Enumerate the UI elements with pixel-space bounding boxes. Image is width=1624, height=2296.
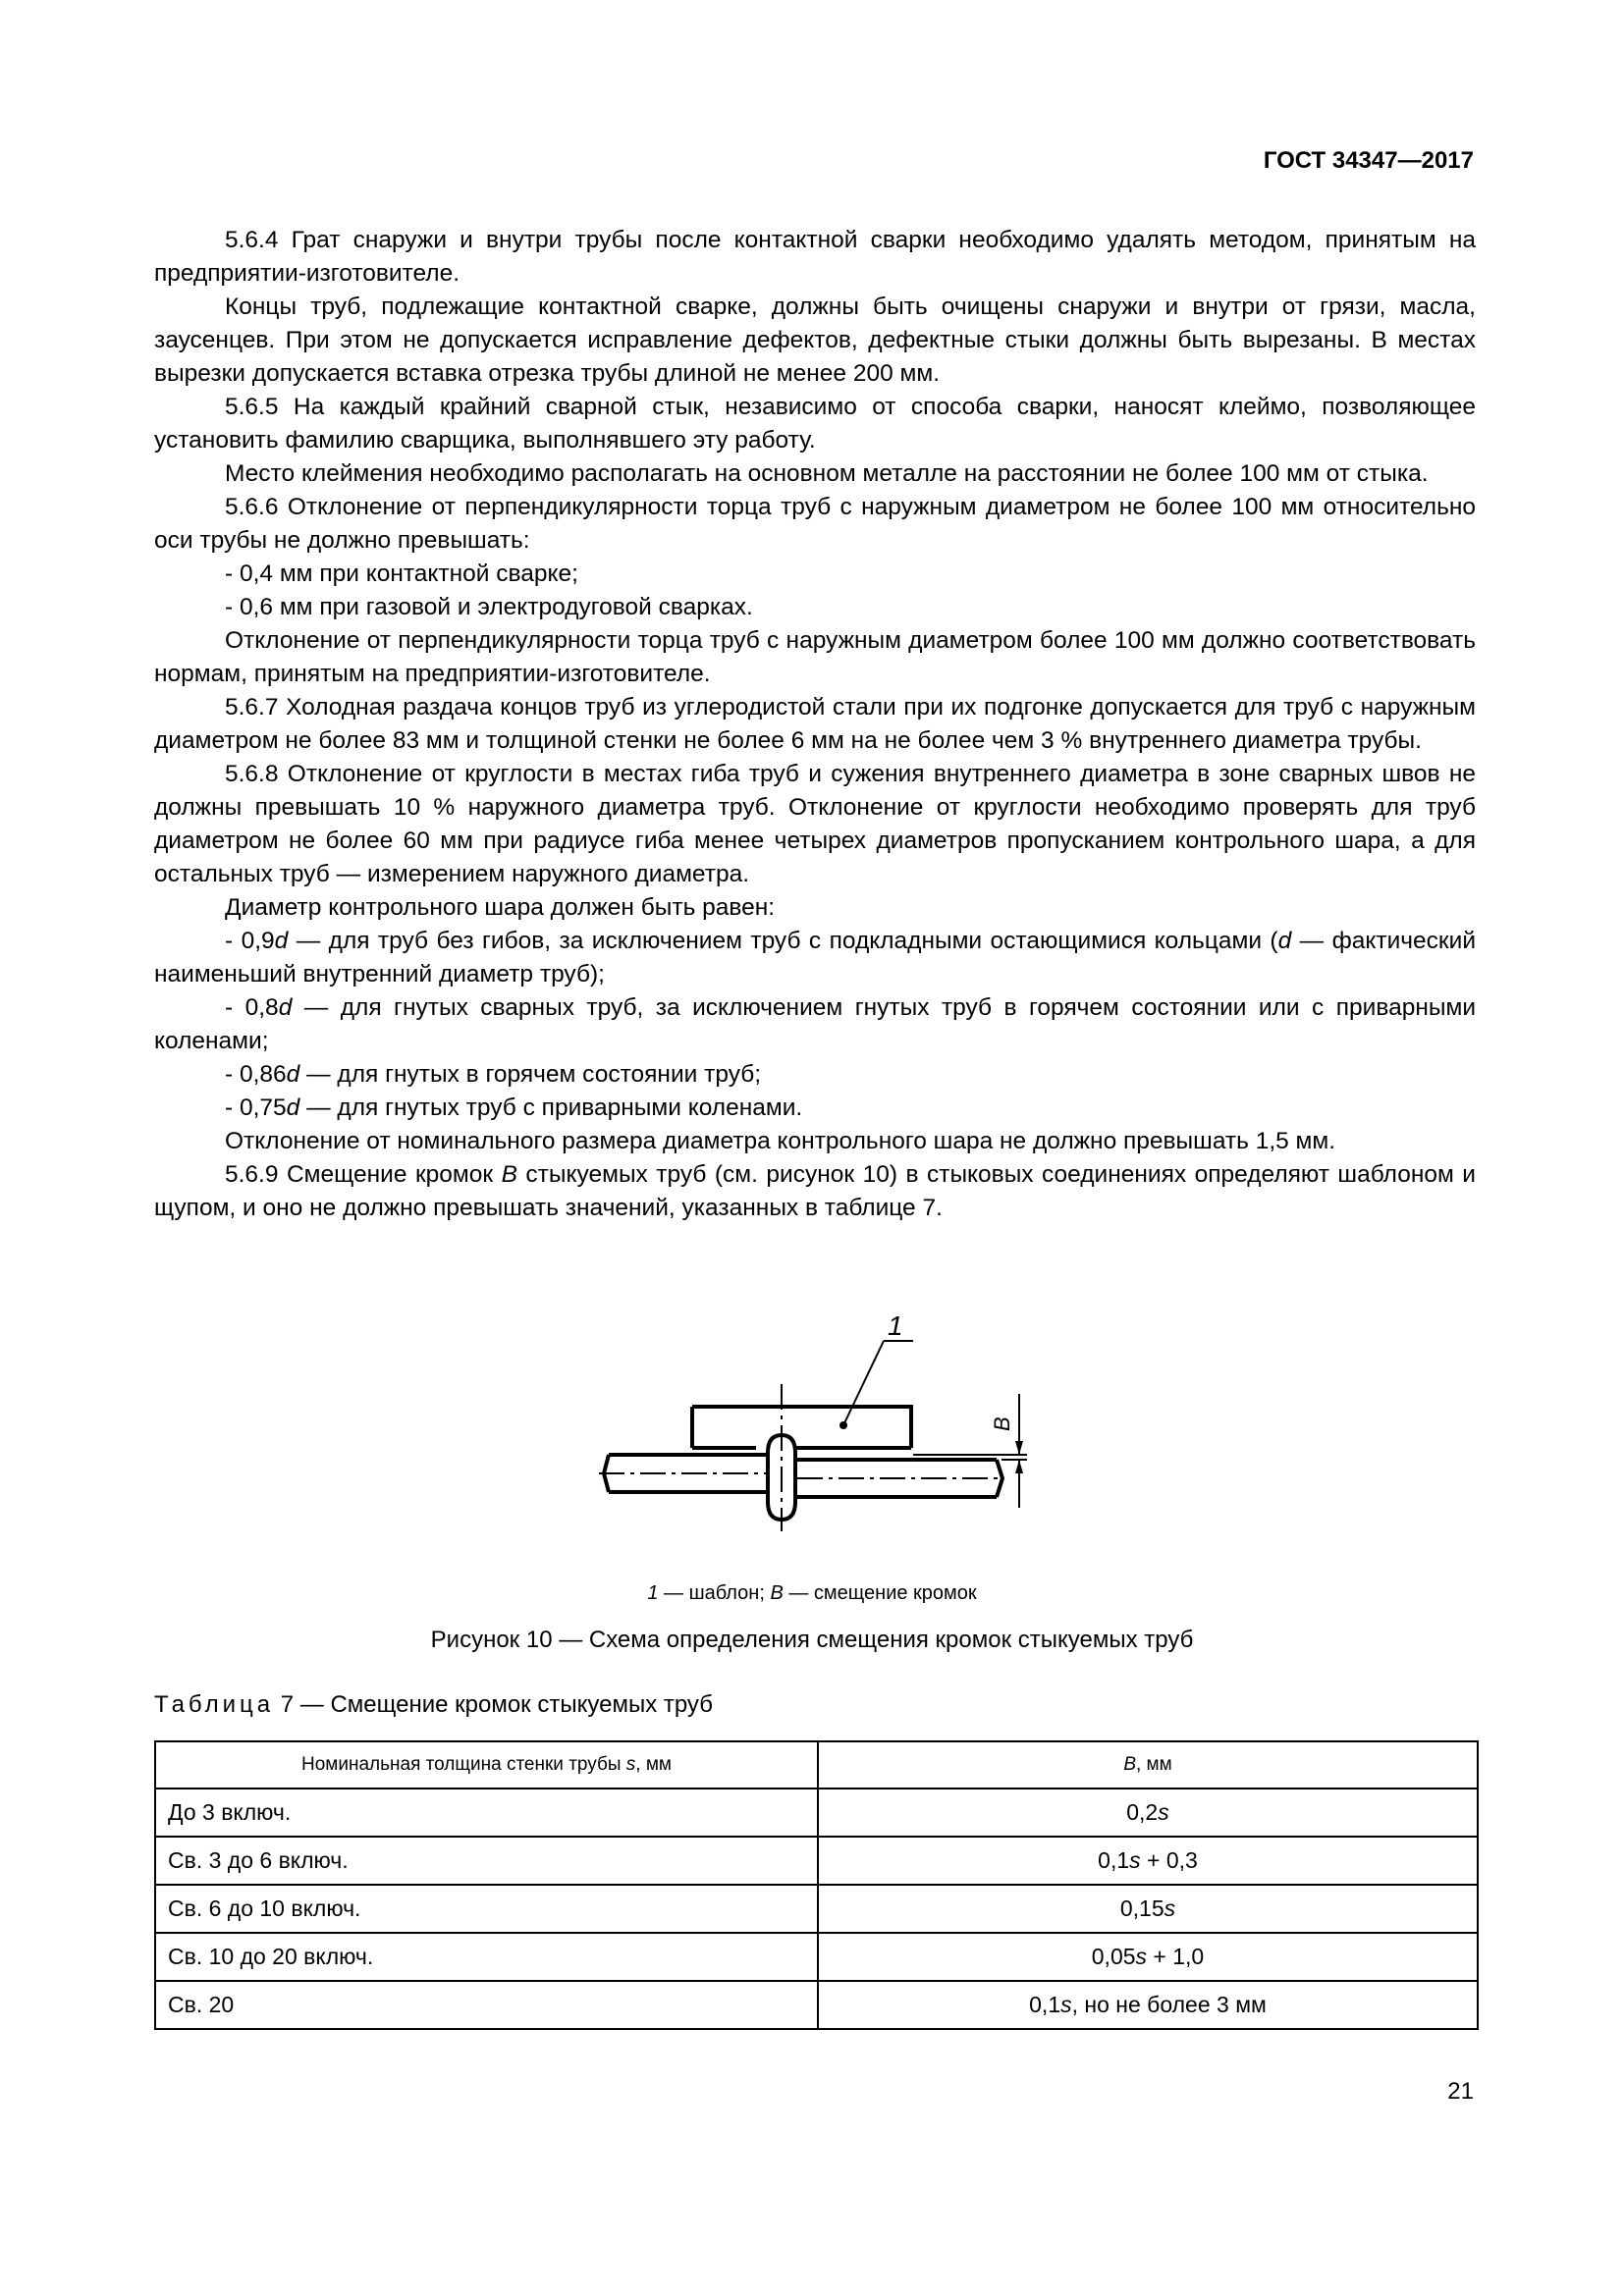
table-row: Св. 3 до 6 включ. 0,1s + 0,3 — [155, 1837, 1478, 1885]
figure-caption: Рисунок 10 — Схема определения смещения кромок стыкуемых труб — [430, 1627, 1194, 1653]
arrow-down — [1015, 1441, 1023, 1455]
header-wall-thickness: Номинальная толщина стенки трубы s, мм — [155, 1741, 818, 1789]
list-item: - 0,75d — для гнутых труб с приварными коленами. — [225, 1095, 803, 1121]
paragraph: Место клеймения необходимо располагать на основном металле на расстоянии не более 100 мм от стыка. — [225, 460, 1429, 487]
figure-legend: 1 — шаблон; В — смещение кромок — [647, 1582, 977, 1604]
paragraph: 5.6.4 Грат снаружи и внутри трубы после контактной сварки необходимо удалять методом, принятым на предприятии-изготовителе. — [154, 227, 1476, 287]
label-1: 1 — [888, 1310, 903, 1341]
paragraph: Отклонение от номинального размера диаметра контрольного шара не должно превышать 1,5 мм. — [225, 1128, 1336, 1154]
template-shape — [692, 1407, 911, 1448]
table-row: До 3 включ. 0,2s — [155, 1789, 1478, 1837]
page-number: 21 — [1447, 2078, 1474, 2105]
table-row: Св. 10 до 20 включ. 0,05s + 1,0 — [155, 1933, 1478, 1981]
list-item: - 0,4 мм при контактной сварке; — [225, 561, 578, 587]
paragraph: 5.6.7 Холодная раздача концов труб из углеродистой стали при их подгонке допускается для труб с наружным диаметром не более 83 мм и толщиной стенки не более 6 мм на не более чем 3 % внутреннего диаметра трубы. — [154, 694, 1476, 754]
body-text — [154, 224, 1476, 1225]
header-offset: В, мм — [818, 1741, 1478, 1789]
list-item: - 0,86d — для гнутых в горячем состоянии труб; — [225, 1061, 762, 1088]
offset-table — [154, 1740, 1479, 2030]
table-header-row — [155, 1741, 1478, 1789]
list-item: - 0,9d — для труб без гибов, за исключением труб с подкладными остающимися кольцами (d — фактический наименьший внутренний диаметр труб); — [154, 928, 1477, 988]
standard-header: ГОСТ 34347—2017 — [1263, 147, 1474, 174]
list-item: - 0,8d — для гнутых сварных труб, за исключением гнутых труб в горячем состоянии или с приварными коленами; — [154, 994, 1477, 1054]
paragraph: Диаметр контрольного шара должен быть равен: — [225, 894, 776, 921]
paragraph: 5.6.5 На каждый крайний сварной стык, независимо от способа сварки, наносят клеймо, позволяющее установить фамилию сварщика, выполнявшего эту работу. — [154, 394, 1476, 454]
paragraph: 5.6.9 Смещение кромок В стыкуемых труб (см. рисунок 10) в стыковых соединениях определяют шаблоном и щупом, и оно не должно превышать значений, указанных в таблице 7. — [154, 1161, 1476, 1221]
figure-10-diagram — [589, 1306, 1060, 1571]
table-row: Св. 20 0,1s, но не более 3 мм — [155, 1981, 1478, 2029]
paragraph: 5.6.6 Отклонение от перпендикулярности торца труб с наружным диаметром не более 100 мм относительно оси трубы не должно превышать: — [154, 494, 1476, 554]
paragraph: Концы труб, подлежащие контактной сварке, должны быть очищены снаружи и внутри от грязи, масла, заусенцев. При этом не допускается исправление дефектов, дефектные стыки должны быть вырезаны. В местах вырезки допускается вставка отрезка трубы длиной не менее 200 мм. — [154, 294, 1476, 387]
table-row: Св. 6 до 10 включ. 0,15s — [155, 1885, 1478, 1933]
table-caption: Таблица 7 — Смещение кромок стыкуемых труб — [154, 1691, 713, 1718]
paragraph: 5.6.8 Отклонение от круглости в местах гиба труб и сужения внутреннего диаметра в зоне сварных швов не должны превышать 10 % наружного диаметра труб. Отклонение от круглости необходимо проверять для труб диаметром не более 60 мм при радиусе гиба менее четырех диаметров пропусканием контрольного шара, а для остальных труб — измерением наружного диаметра. — [154, 761, 1476, 887]
label-B: В — [990, 1416, 1014, 1431]
list-item: - 0,6 мм при газовой и электродуговой сварках. — [225, 594, 753, 620]
arrow-up — [1015, 1460, 1023, 1473]
paragraph: Отклонение от перпендикулярности торца труб с наружным диаметром более 100 мм должно соответствовать нормам, принятым на предприятии-изготовителе. — [154, 627, 1476, 687]
leader-line — [843, 1341, 884, 1425]
